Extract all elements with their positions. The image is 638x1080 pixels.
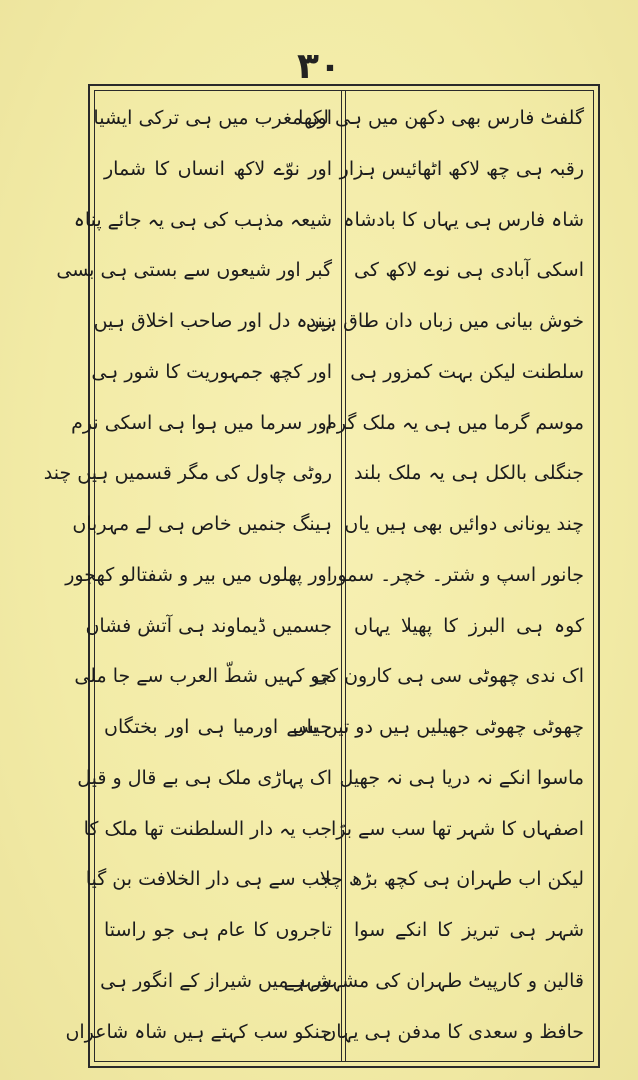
- verse-line: لیکن اب طہران ہی کچھ بڑھ چلا: [319, 868, 584, 891]
- left-verse-column: [43, 100, 336, 1050]
- verse-line: اور پھلوں میں بیر و شفتالو کھجور: [65, 563, 332, 586]
- verse-line: کوہ ہی البرز کا پھیلا یہاں: [354, 614, 584, 637]
- verse-line: اور کچھ جمہوریت کا شور ہی: [91, 360, 332, 383]
- verse-line: جو کہیں شطّ العرب سے جا ملی: [74, 665, 332, 688]
- verse-line: روٹی چاول کی مگر قسمیں ہیں چند: [43, 462, 332, 485]
- right-verse-column: [283, 100, 588, 1050]
- verse-line: جانور اسپ و شتر۔ خچر۔ سمور: [328, 563, 584, 586]
- verse-line: جیسے اورمیا ہی اور بختگاں: [104, 716, 332, 739]
- verse-line: موسم گرما میں ہی یہ ملک گرم: [325, 411, 584, 434]
- verse-line: حافظ و سعدی کا مدفن ہی یہاں: [322, 1020, 584, 1043]
- verse-line: گلفٹ فارس بھی دکھن میں ہی لکھا: [298, 107, 584, 129]
- verse-line: اور مغرب میں ہی ترکی ایشیا: [93, 107, 332, 129]
- verse-line: اور سرما میں ہوا ہی اسکی نرم: [71, 411, 332, 434]
- verse-line: زندہ دل اور صاحب اخلاق ہیں: [93, 310, 332, 333]
- verse-line: چند یونانی دوائیں بھی ہیں یاں: [344, 513, 584, 536]
- verse-line: جب سے ہی دار الخلافت بن گیا: [85, 868, 332, 891]
- verse-line: شاہ فارس ہی یہاں کا بادشاہ: [343, 208, 584, 231]
- verse-line: رقبہ ہی چھ لاکھ اٹھائیس ہزار: [339, 157, 584, 180]
- verse-line: جنگلی بالکل ہی یہ ملک بلند: [354, 462, 584, 485]
- verse-line: شہر ہی تبریز کا انکے سوا: [354, 919, 584, 942]
- verse-line: اک ندی چھوٹی سی ہی کارون کی: [313, 665, 584, 688]
- page-number: ۳۰: [297, 46, 341, 87]
- verse-line: اور نوّے لاکھ انساں کا شمار: [104, 157, 332, 180]
- verse-line: جنکو سب کہتے ہیں شاہ شاعراں: [65, 1020, 332, 1043]
- verse-line: جسمیں ڈیماوند ہی آتش فشاں: [85, 614, 332, 637]
- verse-line: چھوٹی چھوٹی جھیلیں ہیں دو تین یاں: [292, 716, 584, 739]
- verse-line: شیعہ مذہب کی ہی یہ جائے پناہ: [73, 208, 332, 231]
- verse-line: اسکی آبادی ہی نوے لاکھ کی: [354, 259, 584, 282]
- verse-line: اصفہاں کا شہر تھا سب سے بڑا: [330, 817, 584, 840]
- verse-line: ہینگ جنمیں خاص ہی لے مہرباں: [72, 513, 332, 536]
- verse-line: جب یہ دار السلطنت تھا ملک کا: [83, 817, 332, 840]
- verse-line: قالین و کارپیٹ طہران کی مشہور ہے: [283, 970, 584, 993]
- verse-line: سلطنت لیکن بہت کمزور ہی: [350, 360, 584, 383]
- verse-line: خوش بیانی میں زباں دان طاق ہیں: [305, 310, 584, 333]
- verse-line: گبر اور شیعوں سے بستی ہی بسی: [56, 259, 332, 282]
- verse-line: تاجروں کا عام ہی جو راستا: [104, 919, 332, 942]
- verse-line: شہر میں شیراز کے انگور ہی: [100, 970, 332, 993]
- verse-line: اک پہاڑی ملک ہی بے قال و قیل: [77, 766, 332, 789]
- verse-line: ماسوا انکے نہ دریا ہی نہ جھیل: [339, 766, 584, 789]
